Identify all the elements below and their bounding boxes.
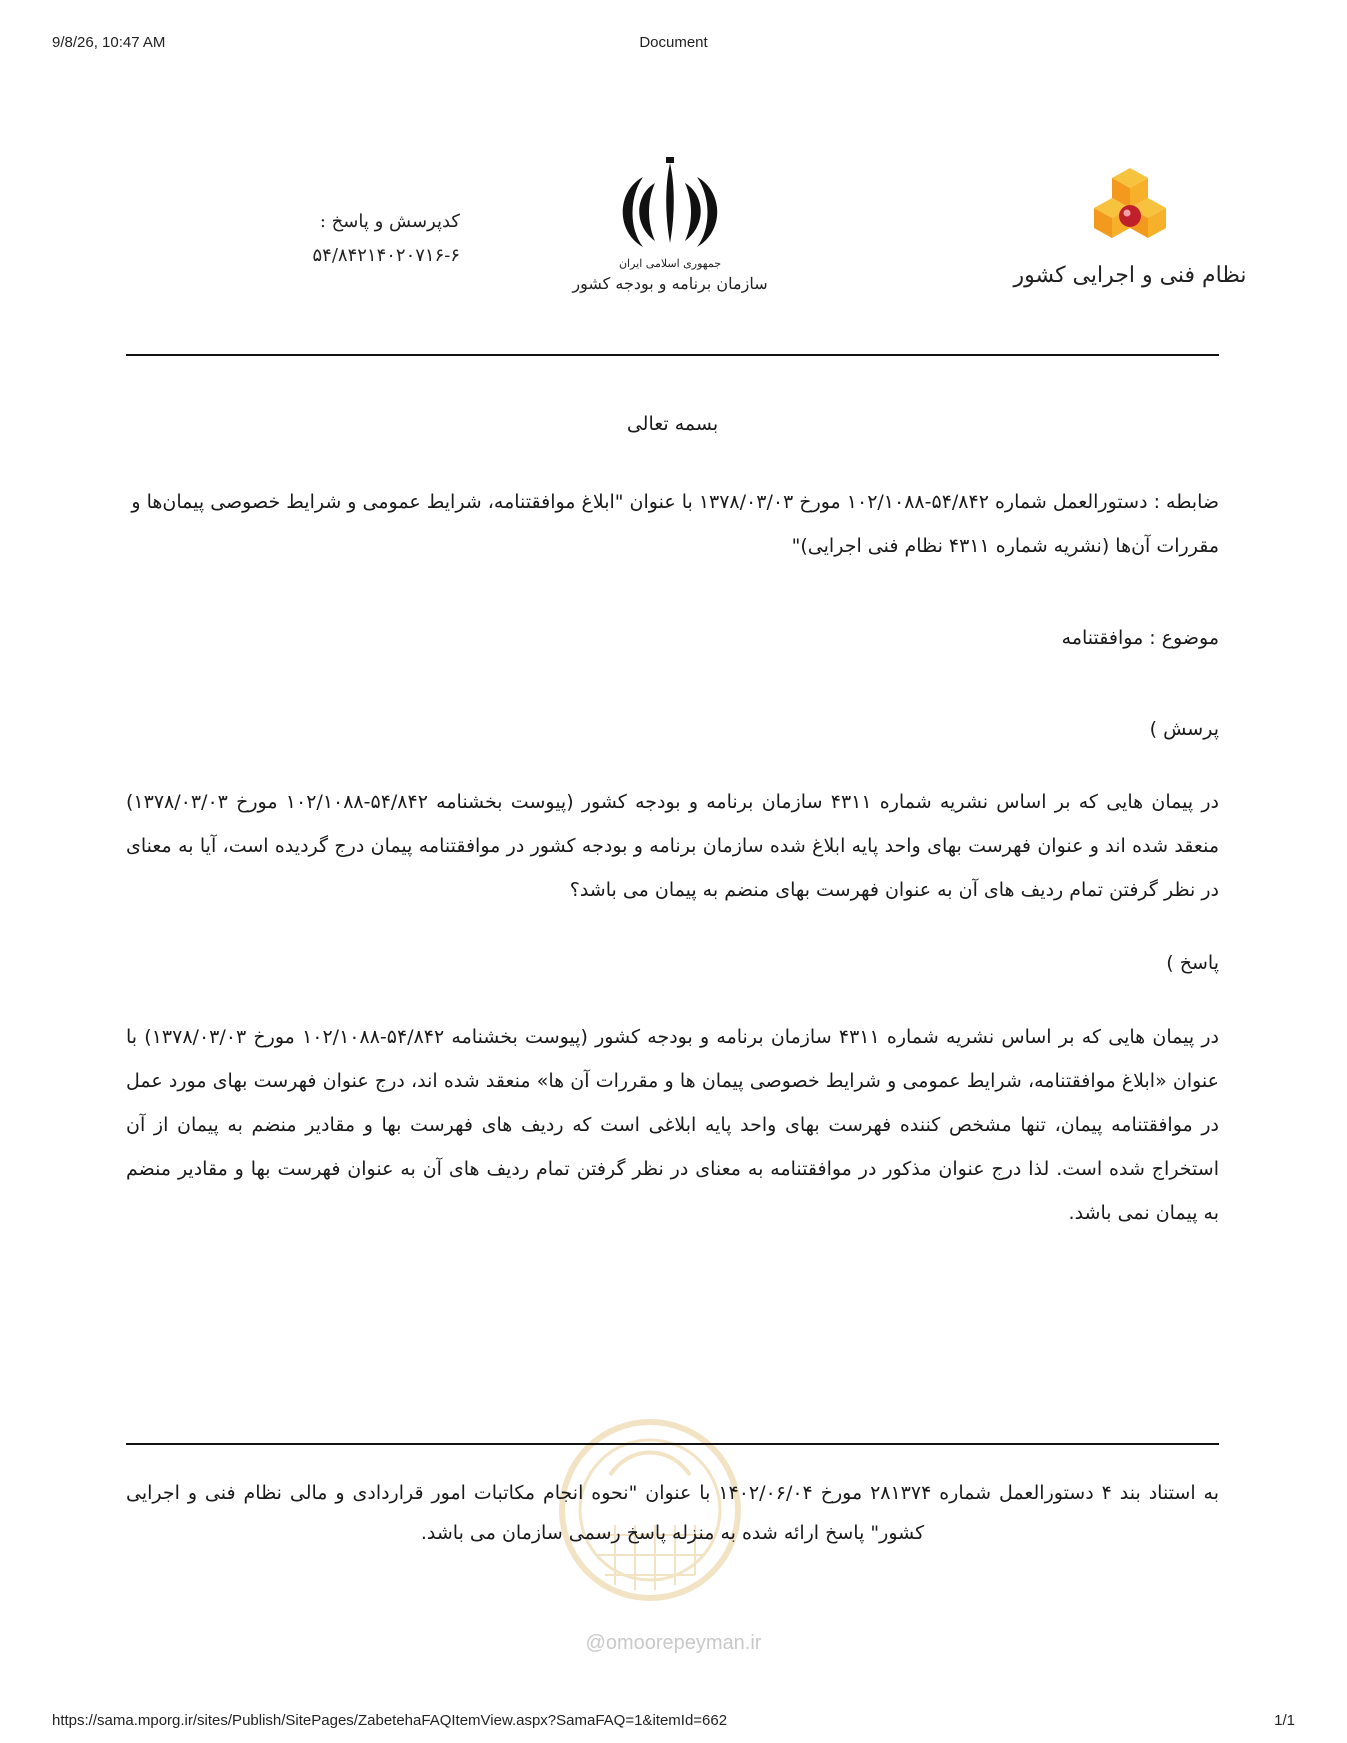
faq-code-block — [240, 205, 460, 273]
svg-text:جمهوری اسلامی ایران: جمهوری اسلامی ایران — [618, 257, 722, 270]
print-url: https://sama.mporg.ir/sites/Publish/SitePages/ZabetehaFAQItemView.aspx?SamaFAQ=1&itemId=662 — [52, 1712, 728, 1729]
print-footer — [0, 1712, 1347, 1732]
question-text: در پیمان هایی که بر اساس نشریه شماره ۴۳۱۱ سازمان برنامه و بودجه کشور (پیوست بخشنامه ۵۴/۸۴۲-۱۰۲/۱۰۸۸ مورخ ۱۳۷۸/۰۳/۰۳) منعقد شده اند و عنوان فهرست بهای واحد پایه ابلاغ شده سازمان برنامه و بودجه کشور در موافقتنامه پیمان درج گردیده است، آیا به معنای در نظر گرفتن تمام ردیف های آن به عنوان فهرست بهای منضم به پیمان می باشد؟ — [126, 791, 1219, 901]
footnote-text: به استناد بند ۴ دستورالعمل شماره ۲۸۱۳۷۴ مورخ ۱۴۰۲/۰۶/۰۴ با عنوان "نحوه انجام مکاتبات امور قراردادی و مالی نظام فنی و اجرایی کشور" پاسخ ارائه شده به منزله پاسخ رسمی سازمان می باشد. — [126, 1482, 1220, 1544]
regulation-reference: ضابطه : دستورالعمل شماره ۵۴/۸۴۲-۱۰۲/۱۰۸۸ مورخ ۱۳۷۸/۰۳/۰۳ با عنوان "ابلاغ موافقتنامه، شرایط عمومی و شرایط خصوصی پیمان‌ها و مقررات آن‌ها (نشریه شماره ۴۳۱۱ نظام فنی اجرایی)" — [131, 491, 1219, 557]
svg-text:سازمان برنامه و بودجه کشور: سازمان برنامه و بودجه کشور — [572, 274, 768, 293]
watermark-site-text: omoorepeyman.ir — [605, 1632, 762, 1654]
bismillah-heading: بسمه تعالی — [626, 413, 719, 435]
nezam-fanni-logo — [1013, 160, 1247, 300]
question-heading: پرسش ) — [1149, 718, 1219, 740]
emblem-icon — [572, 155, 768, 315]
header-divider — [126, 354, 1219, 356]
print-page-number: 1/1 — [1274, 1712, 1295, 1729]
answer-heading: پاسخ ) — [1166, 952, 1219, 974]
iran-emblem — [572, 155, 768, 315]
answer-text: در پیمان هایی که بر اساس نشریه شماره ۴۳۱۱ سازمان برنامه و بودجه کشور (پیوست بخشنامه ۵۴/۸۴۲-۱۰۲/۱۰۸۸ مورخ ۱۳۷۸/۰۳/۰۳) با عنوان «ابلاغ موافقتنامه، شرایط عمومی و شرایط خصوصی پیمان ها و مقررات آن ها» منعقد شده اند، درج عنوان فهرست بهای مورد عمل در موافقتنامه پیمان، تنها مشخص کننده فهرست بهای واحد پایه ابلاغی است که ردیف های فهرست بها و مقادیر منضم به پیمان از آن استخراج شده است. لذا درج عنوان مذکور در موافقتنامه به معنای در نظر گرفتن تمام ردیف های آن به عنوان فهرست بها و مقادیر منضم به پیمان نمی باشد. — [126, 1026, 1220, 1224]
print-title: Document — [639, 34, 708, 51]
svg-text:نظام فنی و اجرایی کشور: نظام فنی و اجرایی کشور — [1013, 263, 1247, 288]
print-datetime: 9/8/26, 10:47 AM — [52, 34, 166, 51]
faq-code-value: ۵۴/۸۴۲۱۴۰۲۰۷۱۶-۶ — [312, 245, 460, 266]
subject-line: موضوع : موافقتنامه — [1061, 627, 1219, 649]
faq-code-label: کدپرسش و پاسخ : — [319, 211, 460, 232]
footer-divider — [126, 1443, 1219, 1445]
footnote — [126, 1473, 1219, 1553]
watermark-site — [0, 1632, 1347, 1655]
cube-logo-icon — [1013, 160, 1247, 300]
watermark-at-icon: @ — [585, 1632, 606, 1654]
print-header — [0, 34, 1347, 54]
